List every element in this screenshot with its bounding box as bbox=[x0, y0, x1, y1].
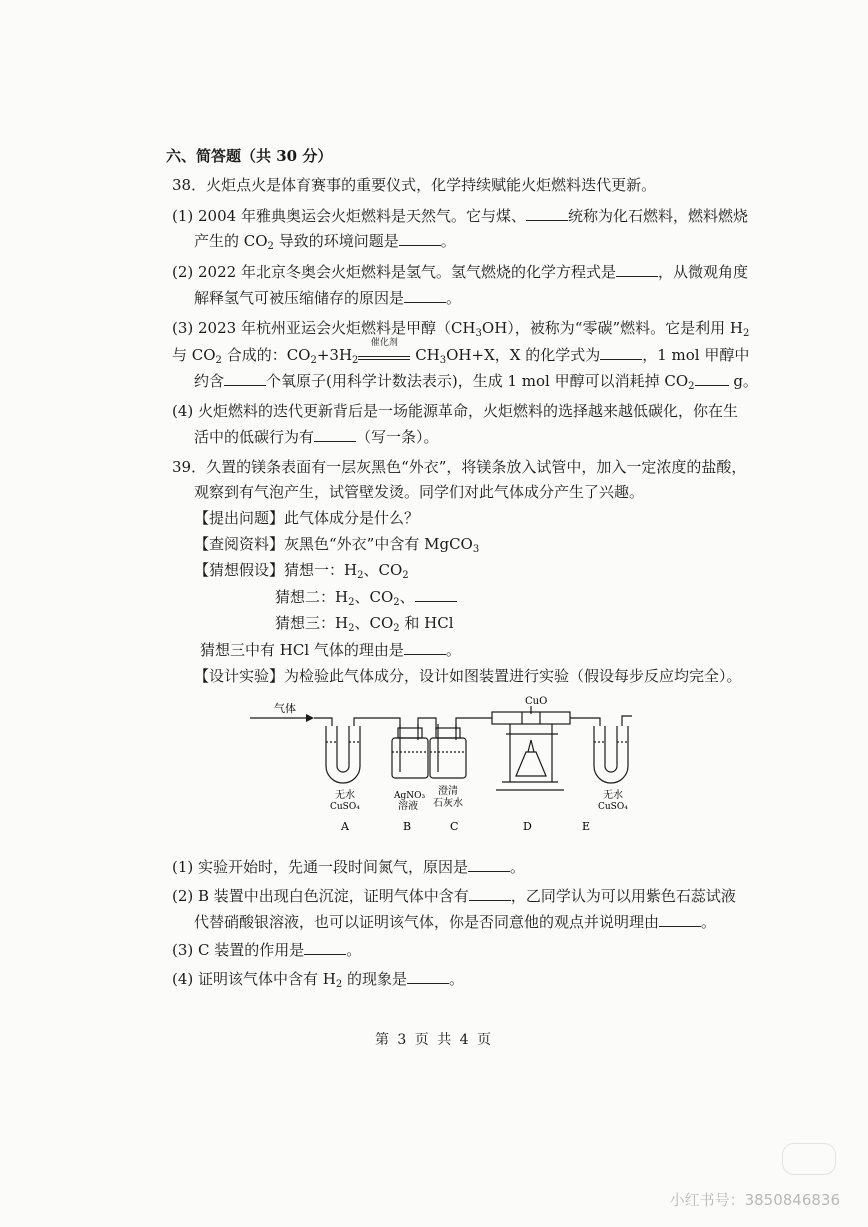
cuo-label: CuO bbox=[525, 696, 548, 707]
q38-stem: 38．火炬点火是体育赛事的重要仪式，化学持续赋能火炬燃料迭代更新。 bbox=[172, 176, 657, 194]
answer-blank[interactable] bbox=[469, 886, 511, 901]
answer-blank[interactable] bbox=[224, 371, 266, 386]
q39-stem-line2: 观察到有气泡产生，试管壁发烫。同学们对此气体成分产生了兴趣。 bbox=[194, 483, 645, 501]
a-reagent-1: 无水 bbox=[335, 790, 355, 801]
answer-blank[interactable] bbox=[404, 288, 446, 303]
a-reagent-2: CuSO₄ bbox=[330, 802, 360, 812]
bottle-b bbox=[392, 724, 428, 778]
q39-sub2-line1: (2) B 装置中出现白色沉淀，证明气体中含有 ，乙同学认为可以用紫色石蕊试液 bbox=[172, 887, 736, 905]
q39-stem-line1: 39．久置的镁条表面有一层灰黑色“外衣”，将镁条放入试管中，加入一定浓度的盐酸， bbox=[172, 458, 747, 476]
q38-part1-line2: 产生的 $CO_2$ 导致的环境问题是 。 bbox=[194, 232, 456, 252]
q39-ask: 【提出问题】此气体成分是什么？ bbox=[194, 509, 420, 527]
label-d: D bbox=[523, 820, 532, 833]
answer-blank[interactable] bbox=[659, 912, 701, 927]
c-reagent-1: 澄清 bbox=[438, 786, 458, 797]
label-a: A bbox=[341, 820, 349, 833]
apparatus-diagram bbox=[240, 694, 640, 838]
label-c: C bbox=[450, 820, 459, 833]
q39-design: 【设计实验】为检验此气体成分，设计如图装置进行实验（假设每步反应均完全）。 bbox=[194, 667, 742, 685]
c-reagent-2: 石灰水 bbox=[433, 798, 463, 809]
q39-info: 【查阅资料】灰黑色“外衣”中含有 MgCO$_3$ bbox=[194, 535, 480, 555]
answer-blank[interactable] bbox=[415, 587, 457, 602]
b-reagent-2: 溶液 bbox=[398, 801, 418, 812]
label-e: E bbox=[582, 820, 591, 833]
q38-part1-line1: (1) 2004 年雅典奥运会火炬燃料是天然气。它与煤、 统称为化石燃料，燃料燃烧 bbox=[172, 207, 748, 225]
q39-sub4: (4) 证明该气体中含有 $H_2$ 的现象是 。 bbox=[172, 970, 465, 990]
answer-blank[interactable] bbox=[314, 427, 356, 442]
answer-blank[interactable] bbox=[399, 231, 441, 246]
b-reagent-1: AgNO₃ bbox=[394, 791, 426, 801]
q39-sub2-line2: 代替硝酸银溶液，也可以证明该气体，你是否同意他的观点并说明理由 。 bbox=[194, 913, 717, 931]
u-tube-e bbox=[594, 726, 628, 783]
section-title: 六、简答题（共 30 分） bbox=[166, 147, 333, 165]
q38-part4-line2: 活中的低碳行为有 （写一条）。 bbox=[194, 428, 439, 446]
gas-label: 气体 bbox=[274, 702, 296, 715]
q39-hypothesis-1: 【猜想假设】猜想一：$H_2$、$CO_2$ bbox=[194, 561, 409, 581]
page-footer: 第 3 页 共 4 页 bbox=[374, 1032, 494, 1048]
q38-part3-line3: 约含 个氧原子(用科学计数法表示)，生成 1 mol 甲醇可以消耗掉 $CO_2$ g。 bbox=[194, 372, 758, 392]
q39-hypothesis-3: 猜想三：$H_2$、$CO_2$ 和 HCl bbox=[275, 614, 454, 634]
q38-part4-line1: (4) 火炬燃料的迭代更新背后是一场能源革命，火炬燃料的选择越来越低碳化，你在生 bbox=[172, 402, 739, 420]
bottle-c bbox=[430, 724, 466, 778]
answer-blank[interactable] bbox=[404, 640, 446, 655]
q39-sub1: (1) 实验开始时，先通一段时间氮气，原因是 。 bbox=[172, 858, 526, 876]
q38-part3-line2: 与 $CO_2$ 合成的：$CO_2+3H_2$ 催化剂 $CH_3OH+X$，X 的化学式为 ，1 mol 甲醇中 bbox=[172, 338, 750, 366]
u-tube-a bbox=[326, 726, 360, 783]
answer-blank[interactable] bbox=[526, 206, 568, 221]
label-b: B bbox=[403, 820, 412, 833]
q39-sub3: (3) C 装置的作用是 。 bbox=[172, 941, 362, 959]
answer-blank[interactable] bbox=[407, 969, 449, 984]
q38-part2-line1: (2) 2022 年北京冬奥会火炬燃料是氢气。氢气燃烧的化学方程式是 ，从微观角度 bbox=[172, 263, 748, 281]
answer-blank[interactable] bbox=[468, 857, 510, 872]
q38-part3-line1: (3) 2023 年杭州亚运会火炬燃料是甲醇$(CH_3OH)$，被称为“零碳”燃料。它是利用 $H_2$ bbox=[172, 319, 750, 339]
corner-stamp bbox=[782, 1143, 836, 1175]
answer-blank[interactable] bbox=[616, 262, 658, 277]
q38-part2-line2: 解释氢气可被压缩储存的原因是 。 bbox=[194, 289, 462, 307]
watermark: 小红书号：3850846836 bbox=[669, 1191, 840, 1209]
e-reagent-1: 无水 bbox=[603, 790, 623, 801]
answer-blank[interactable] bbox=[695, 371, 729, 386]
heated-tube-d bbox=[492, 706, 570, 790]
e-reagent-2: CuSO₄ bbox=[598, 802, 628, 812]
q39-hypothesis-2: 猜想二：$H_2$、$CO_2$、 bbox=[275, 587, 457, 607]
q39-reason: 猜想三中有 HCl 气体的理由是 。 bbox=[200, 641, 461, 659]
reaction-arrow: 催化剂 bbox=[358, 347, 410, 360]
answer-blank[interactable] bbox=[304, 940, 346, 955]
answer-blank[interactable] bbox=[600, 345, 642, 360]
